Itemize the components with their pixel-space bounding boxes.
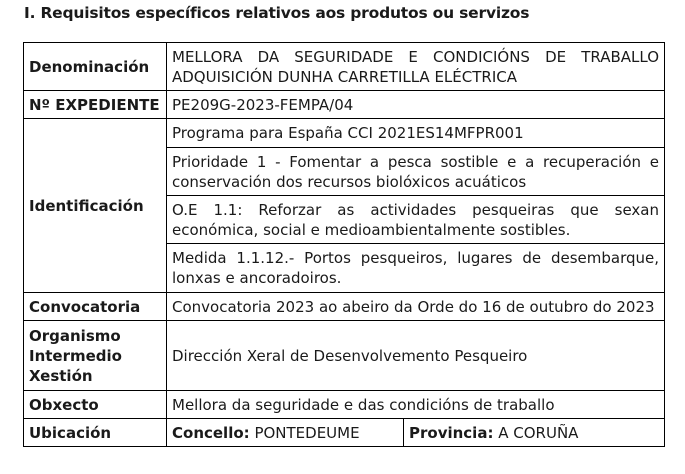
convocatoria-label: Convocatoria — [24, 293, 167, 321]
organismo-label: Organismo Intermedio Xestión — [24, 321, 167, 391]
identificacion-label: Identificación — [24, 119, 167, 293]
table-row — [24, 43, 665, 91]
provincia-value: A CORUÑA — [498, 423, 579, 442]
table-row — [24, 391, 665, 419]
expediente-label: Nº EXPEDIENTE — [24, 91, 167, 119]
denominacion-label: Denominación — [24, 43, 167, 91]
identificacion-item: O.E 1.1: Reforzar as actividades pesqueiras que sexan económica, social e medioambientalmente sostibles. — [167, 196, 665, 244]
expediente-value: PE209G-2023-FEMPA/04 — [167, 91, 665, 119]
convocatoria-value: Convocatoria 2023 ao abeiro da Orde do 16 de outubro do 2023 — [167, 293, 665, 321]
organismo-value: Dirección Xeral de Desenvolvemento Pesqueiro — [167, 321, 665, 391]
identificacion-item: Prioridade 1 - Fomentar a pesca sostible e a recuperación e conservación dos recursos biolóxicos acuáticos — [167, 148, 665, 196]
concello-cell — [167, 419, 404, 447]
denominacion-value: MELLORA DA SEGURIDADE E CONDICIÓNS DE TRABALLO ADQUISICIÓN DUNHA CARRETILLA ELÉCTRICA — [167, 43, 665, 91]
obxecto-value: Mellora da seguridade e das condicións de traballo — [167, 391, 665, 419]
table-row — [24, 419, 665, 447]
section-heading: I. Requisitos específicos relativos aos produtos ou servizos — [24, 4, 530, 22]
table-row — [24, 293, 665, 321]
identificacion-item: Programa para España CCI 2021ES14MFPR001 — [167, 119, 665, 148]
provincia-label: Provincia: — [409, 423, 494, 442]
identificacion-item: Medida 1.1.12.- Portos pesqueiros, lugares de desembarque, lonxas e ancoradoiros. — [167, 244, 665, 293]
obxecto-label: Obxecto — [24, 391, 167, 419]
table-row — [24, 91, 665, 119]
requirements-table — [23, 42, 665, 447]
table-row — [24, 119, 665, 148]
ubicacion-label: Ubicación — [24, 419, 167, 447]
concello-label: Concello: — [172, 423, 250, 442]
provincia-cell — [404, 419, 665, 447]
table-row — [24, 321, 665, 391]
concello-value: PONTEDEUME — [254, 423, 360, 442]
